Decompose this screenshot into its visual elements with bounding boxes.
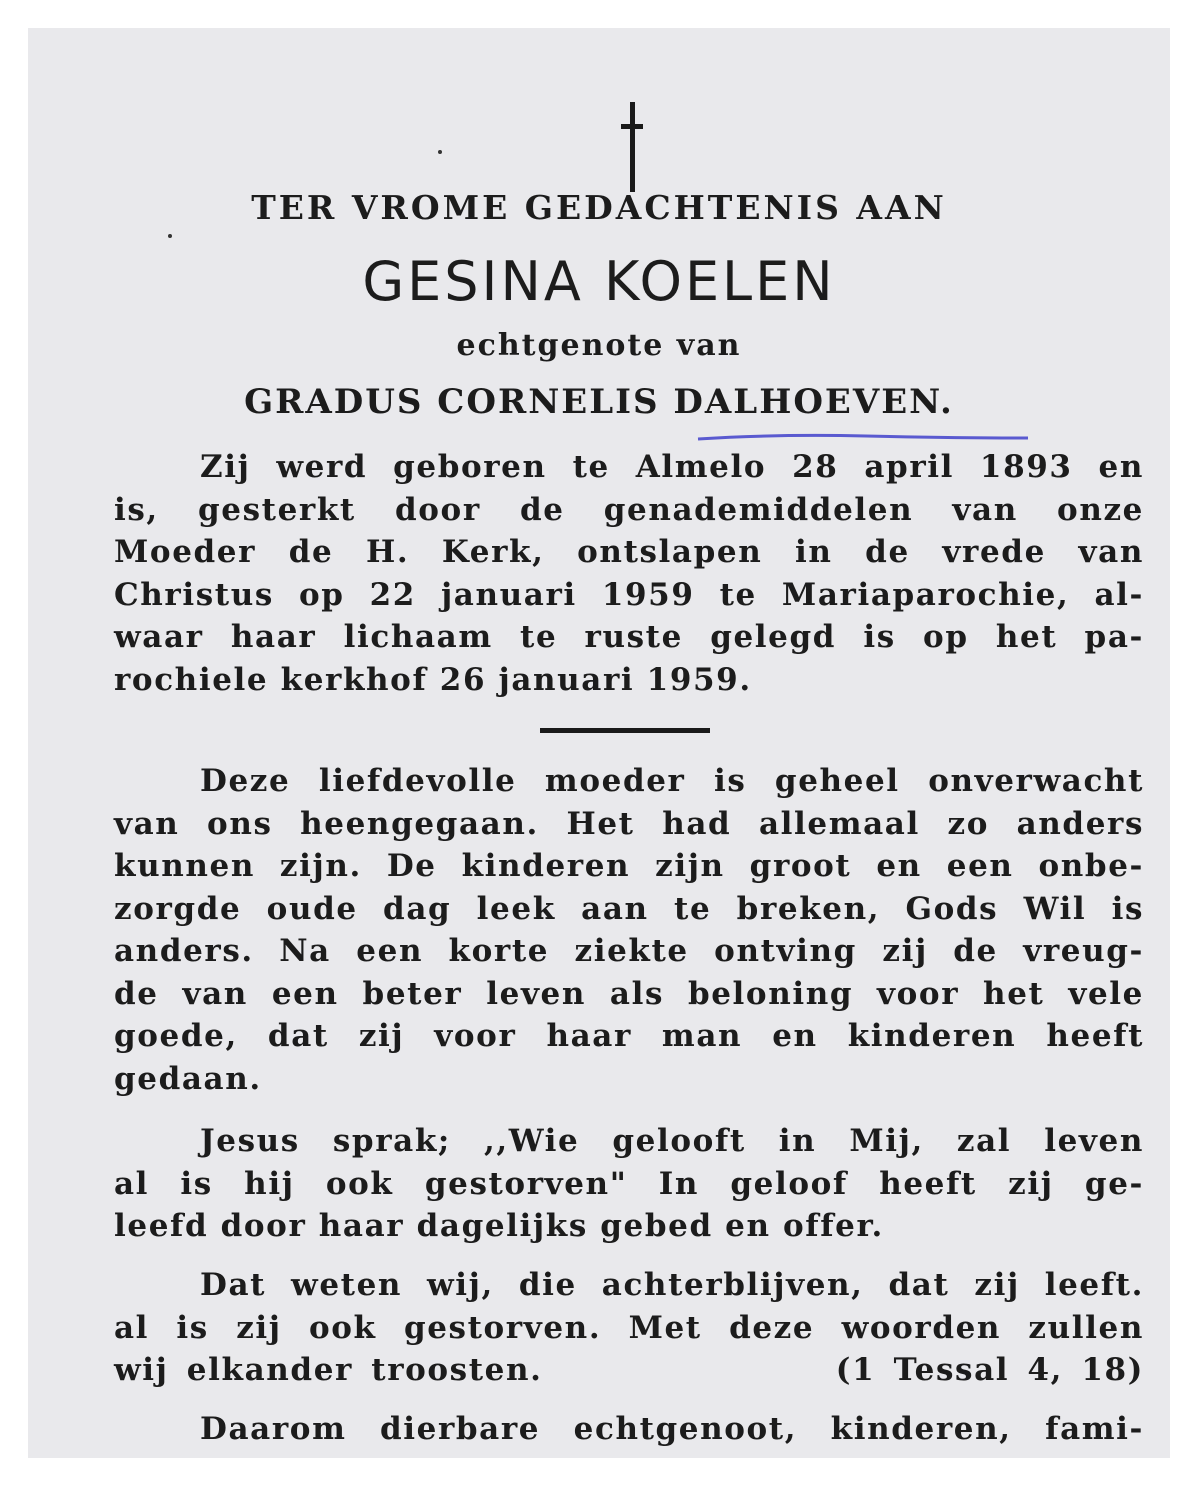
- text-line: Dat weten wij, die achterblijven, dat zij leeft.: [200, 1267, 1144, 1303]
- cross-icon: [620, 102, 644, 192]
- text-line: wij elkander troosten. (1 Tessal 4, 18): [114, 1352, 1144, 1388]
- card-heading: TER VROME GEDACHTENIS AAN: [251, 188, 947, 227]
- text-line: de van een beter leven als beloning voor het vele: [114, 975, 1144, 1012]
- paragraph-closing: [114, 1408, 1144, 1451]
- text-line: rochiele kerkhof 26 januari 1959.: [114, 661, 752, 698]
- paragraph-tribute: [114, 760, 1144, 1100]
- divider-rule: [540, 728, 710, 733]
- text-line: Jesus sprak; ,,Wie gelooft in Mij, zal leven: [200, 1123, 1144, 1159]
- text-line: is, gesterkt door de genademiddelen van onze: [114, 491, 1144, 528]
- paragraph-biography: [114, 446, 1144, 701]
- paragraph-consolation: [114, 1264, 1144, 1392]
- text-line: kunnen zijn. De kinderen zijn groot en een onbe-: [114, 848, 1144, 884]
- text-line: Zij werd geboren te Almelo 28 april 1893 en: [200, 449, 1144, 485]
- text-line: Daarom dierbare echtgenoot, kinderen, fami-: [200, 1411, 1144, 1447]
- spouse-name: GRADUS CORNELIS DALHOEVEN.: [244, 382, 954, 422]
- print-speck: [438, 150, 442, 154]
- text-line: al is hij ook gestorven" In geloof heeft zij ge-: [114, 1165, 1144, 1202]
- text-line: zorgde oude dag leek aan te breken, Gods Wil is: [114, 890, 1144, 927]
- text-line: Deze liefdevolle moeder is geheel onverwacht: [200, 763, 1144, 799]
- text-line: gedaan.: [114, 1060, 262, 1097]
- text-line: al is zij ook gestorven. Met deze woorden zullen: [114, 1309, 1144, 1346]
- text-line: Christus op 22 januari 1959 te Mariaparochie, al-: [114, 576, 1144, 613]
- print-speck: [168, 234, 172, 238]
- memorial-card: [28, 28, 1170, 1458]
- text-line: Moeder de H. Kerk, ontslapen in de vrede van: [114, 534, 1144, 570]
- relation-subtitle: echtgenote van: [456, 328, 742, 363]
- text-line: leefd door haar dagelijks gebed en offer.: [114, 1208, 884, 1244]
- pen-underline: [696, 432, 1030, 442]
- text-line: waar haar lichaam te ruste gelegd is op het pa-: [114, 619, 1144, 655]
- paragraph-scripture: [114, 1120, 1144, 1248]
- deceased-name: GESINA KOELEN: [362, 250, 836, 313]
- text-line: van ons heengegaan. Het had allemaal zo anders: [114, 805, 1144, 842]
- text-line: goede, dat zij voor haar man en kinderen heeft: [114, 1018, 1144, 1054]
- text-line: anders. Na een korte ziekte ontving zij de vreug-: [114, 933, 1144, 969]
